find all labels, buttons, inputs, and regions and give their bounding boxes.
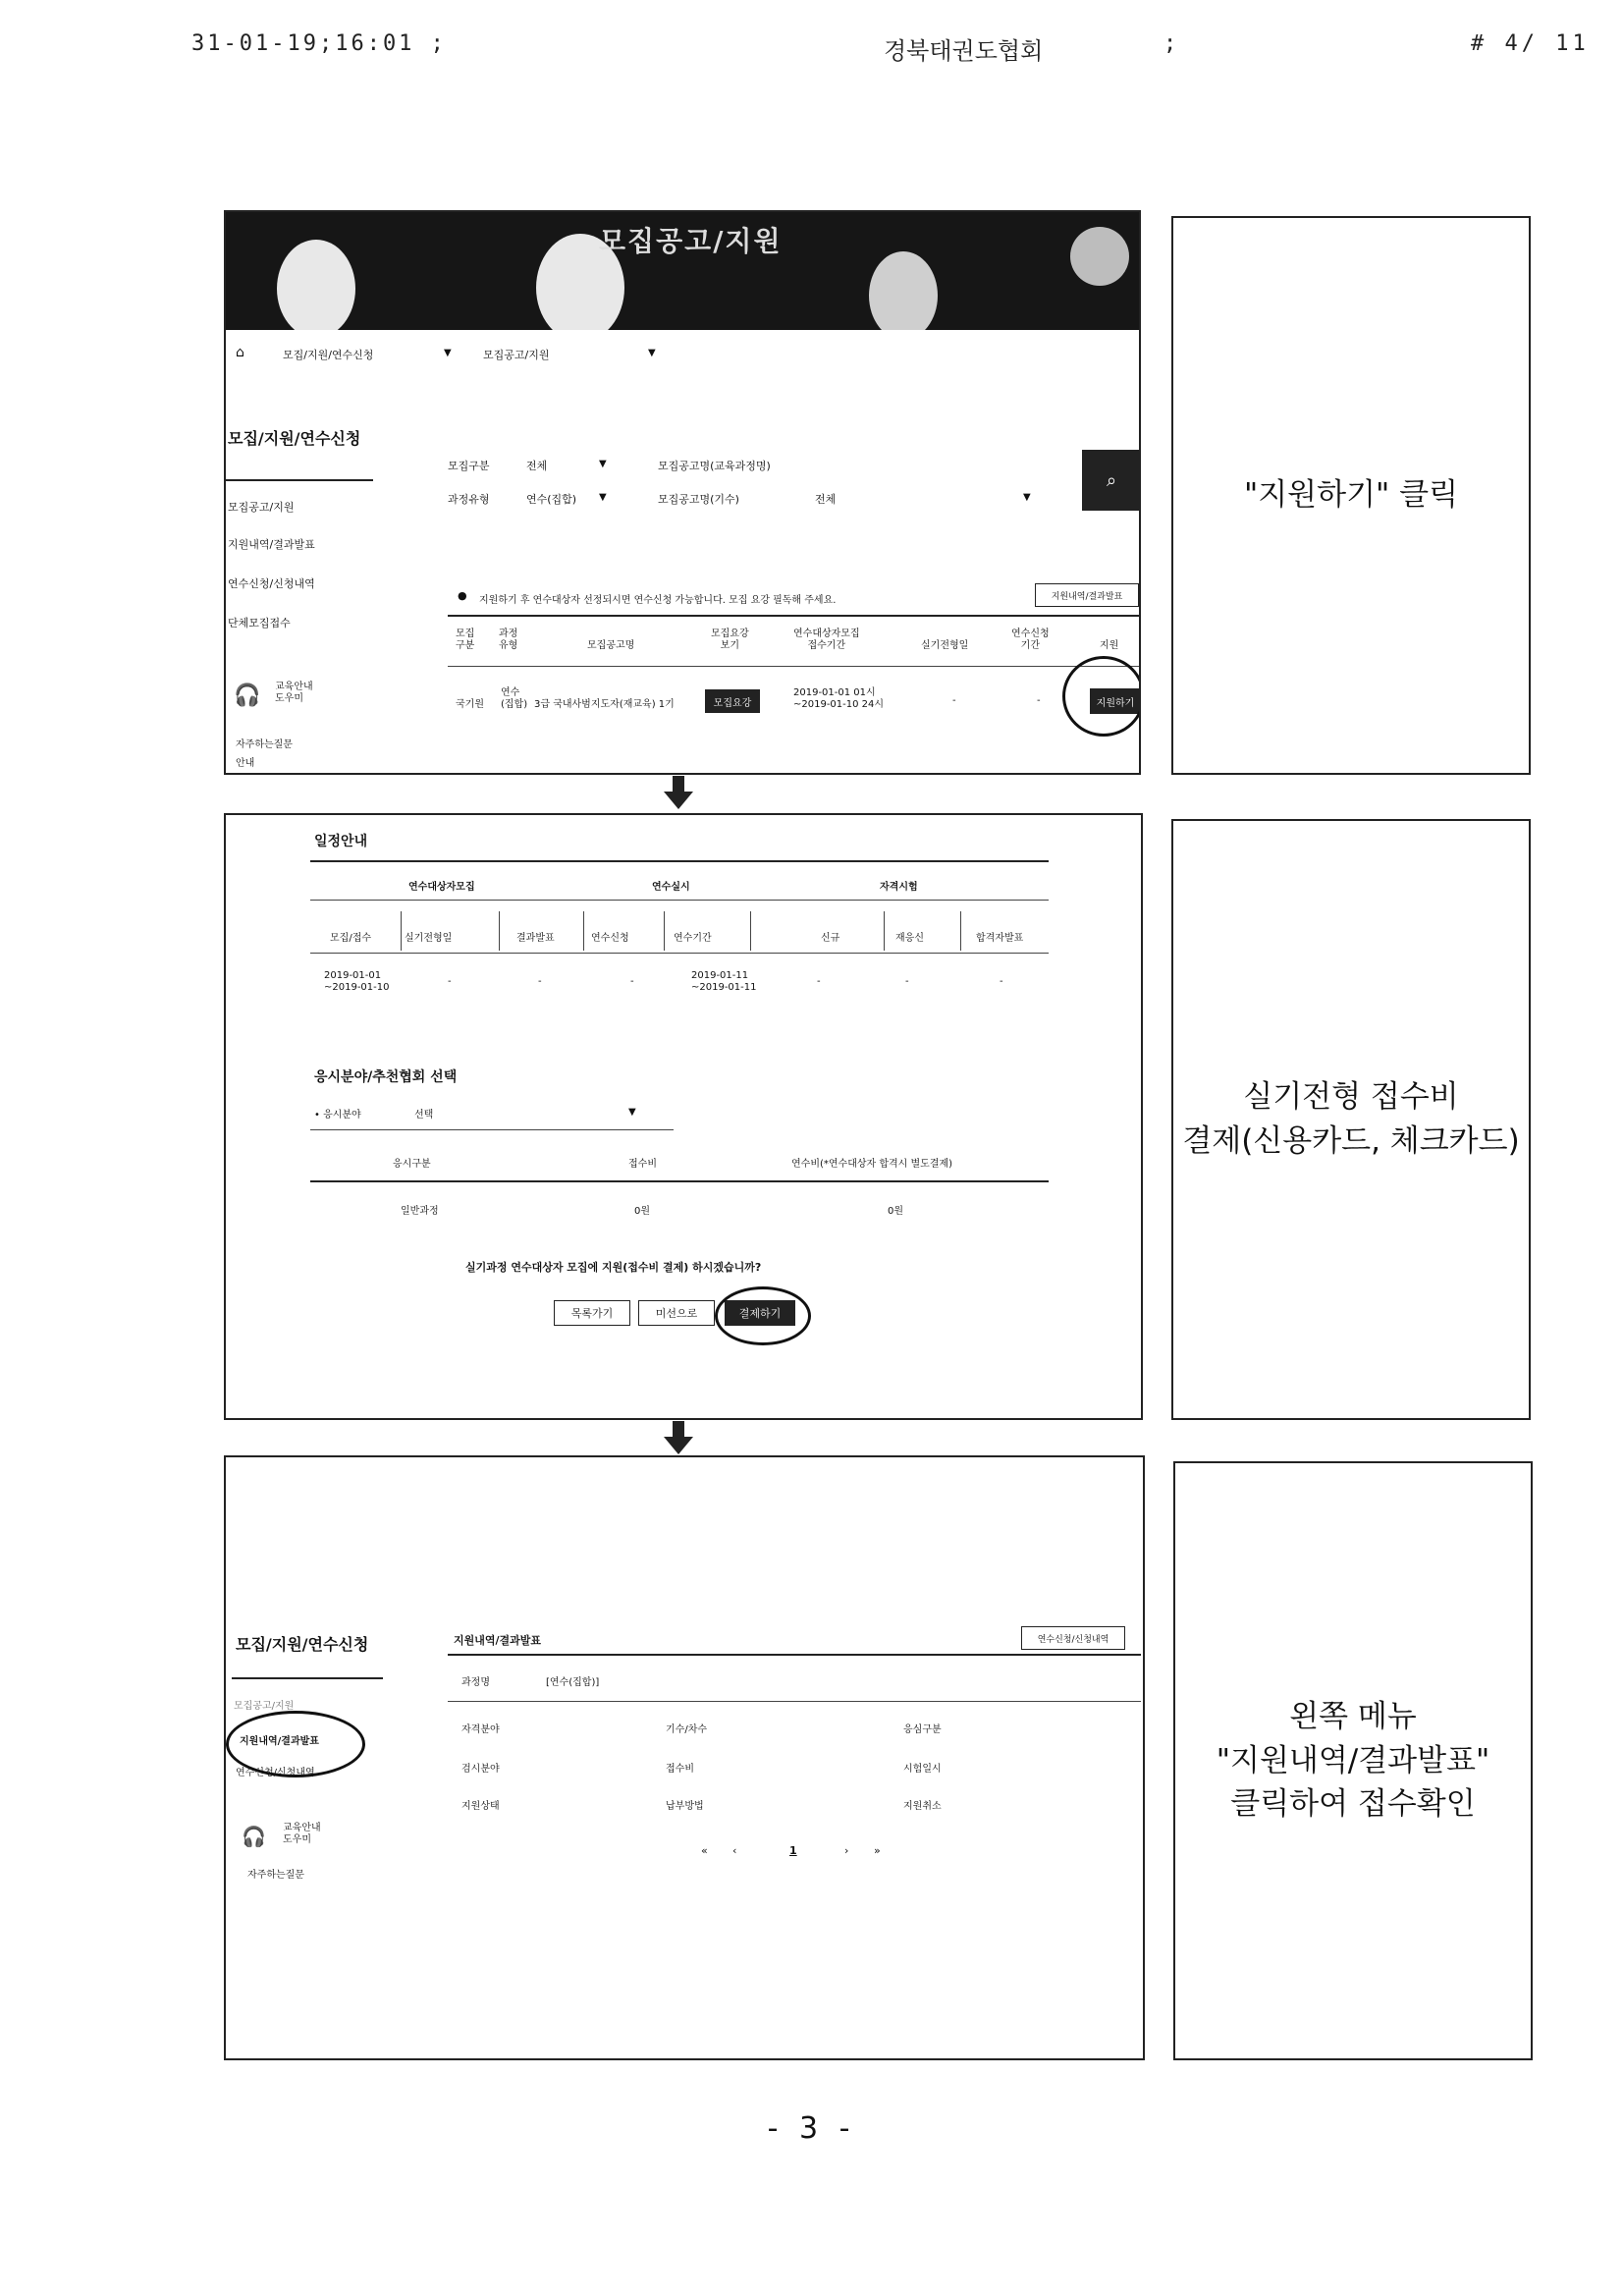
col-practical: 실기전형일 — [405, 933, 453, 944]
chevron-down-icon: ▼ — [648, 348, 656, 358]
filter-recruit-select[interactable]: 전체 — [526, 460, 548, 472]
arrow-down-icon — [664, 1421, 693, 1454]
headset-icon[interactable]: 🎧 — [242, 1825, 266, 1848]
fax-separator: ; — [1163, 31, 1177, 56]
chevron-down-icon: ▼ — [599, 459, 607, 469]
sidebar-item-recruit[interactable]: 모집공고/지원 — [234, 1701, 295, 1712]
instruction-text: "지원하기" 클릭 — [1243, 477, 1459, 514]
val-retake: - — [905, 976, 909, 987]
fax-timestamp: 31-01-19;16:01 ; — [191, 31, 447, 56]
faq-link[interactable]: 자주하는질문 — [247, 1870, 304, 1881]
sidebar-item-training[interactable]: 연수신청/신청내역 — [228, 577, 315, 590]
fee-col-training: 연수비(*연수대상자 합격시 별도결제) — [791, 1159, 953, 1170]
label-batch: 기수/차수 — [666, 1724, 708, 1735]
fee-col-amount: 접수비 — [628, 1159, 657, 1170]
fee-col-type: 응시구분 — [393, 1159, 431, 1170]
divider — [448, 666, 1139, 667]
group-exam: 자격시험 — [880, 882, 918, 893]
val-new: - — [817, 976, 821, 987]
sidebar-item-training[interactable]: 연수신청/신청내역 — [236, 1768, 315, 1778]
guide-button[interactable]: 모집요강 — [705, 689, 760, 713]
header-guide: 모집요강 보기 — [711, 629, 749, 651]
header-apply: 지원 — [1100, 640, 1119, 651]
col-apply: 연수신청 — [591, 933, 629, 944]
arrow-down-icon — [664, 776, 693, 809]
highlight-circle — [226, 1711, 365, 1777]
chevron-down-icon: ▼ — [599, 492, 607, 503]
header-period: 연수대상자모집 접수기간 — [793, 629, 860, 651]
chevron-down-icon: ▼ — [628, 1107, 636, 1118]
fax-sender: 경북태권도협회 — [884, 37, 1044, 65]
headset-icon[interactable]: 🎧 — [234, 683, 261, 708]
header-training: 연수신청 기간 — [1011, 629, 1050, 651]
help-label[interactable]: 교육안내 도우미 — [275, 682, 313, 704]
filter-type-label: 과정유형 — [448, 493, 490, 506]
sidebar-title: 모집/지원/연수신청 — [236, 1635, 369, 1654]
col-retake: 재응신 — [895, 933, 924, 944]
filter-batch-label: 모집공고명(기수) — [658, 493, 739, 506]
fee-training: 0원 — [888, 1206, 904, 1217]
filter-recruit-label: 모집구분 — [448, 460, 490, 472]
faq-link[interactable]: 자주하는질문 — [236, 739, 293, 750]
header-course-type: 과정 유형 — [499, 629, 518, 651]
sidebar-item-recruit[interactable]: 모집공고/지원 — [228, 501, 295, 514]
highlight-circle — [1062, 656, 1141, 737]
schedule-title: 일정안내 — [314, 834, 368, 849]
cell-course-type: 연수 (집합) — [501, 687, 528, 710]
instruction-apply — [1171, 216, 1531, 775]
sidebar-item-group[interactable]: 단체모집접수 — [228, 617, 291, 629]
screenshot-apply — [224, 210, 1141, 775]
label-cancel[interactable]: 지원취소 — [903, 1801, 942, 1812]
page-1-button[interactable]: 1 — [789, 1844, 797, 1857]
header-practical: 실기전형일 — [921, 640, 969, 651]
last-page-button[interactable]: » — [874, 1844, 881, 1857]
cell-period: 2019-01-01 01시 ~2019-01-10 24시 — [793, 687, 885, 710]
confirm-question: 실기과정 연수대상자 모집에 지원(접수비 결제) 하시겠습니까? — [465, 1261, 762, 1274]
col-pass: 합격자발표 — [976, 933, 1024, 944]
divider — [310, 953, 1049, 954]
chevron-down-icon: ▼ — [444, 348, 452, 358]
first-page-button[interactable]: « — [701, 1844, 708, 1857]
page-number: - 3 - — [767, 2111, 856, 2146]
table-top-rule — [448, 615, 1139, 617]
table-top-rule — [448, 1654, 1141, 1656]
divider — [448, 1701, 1141, 1702]
pay-button[interactable]: 결제하기 — [725, 1300, 795, 1326]
col-new: 신규 — [821, 933, 840, 944]
field-section-title: 응시분야/추천협회 선택 — [314, 1069, 458, 1085]
col-recruit: 모집/접수 — [330, 933, 372, 944]
header-notice-title: 모집공고명 — [587, 640, 635, 651]
breadcrumb-level2[interactable]: 모집공고/지원 — [483, 349, 550, 361]
instruction-text: 왼쪽 메뉴 "지원내역/결과발표" 클릭하여 접수확인 — [1216, 1698, 1490, 1823]
search-icon: ⌕ — [1106, 469, 1117, 491]
fax-page-count: # 4/ 11 — [1471, 31, 1590, 56]
instruction-results — [1173, 1461, 1533, 2060]
divider — [499, 911, 500, 951]
screenshot-payment — [224, 813, 1143, 1420]
header-recruit-type: 모집 구분 — [456, 629, 475, 651]
screenshot-results — [224, 1455, 1145, 2060]
cell-training: - — [1037, 695, 1041, 706]
cell-recruit-type: 국기원 — [456, 699, 484, 710]
divider — [310, 900, 1049, 901]
val-apply: - — [630, 976, 634, 987]
divider — [401, 911, 402, 951]
training-list-button[interactable]: 연수신청/신청내역 — [1021, 1626, 1125, 1650]
divider — [310, 1180, 1049, 1182]
sidebar-title: 모집/지원/연수신청 — [228, 429, 361, 448]
chevron-down-icon: ▼ — [1023, 492, 1031, 503]
fee-amount: 0원 — [634, 1206, 651, 1217]
label-payment: 납부방법 — [666, 1801, 704, 1812]
label-status: 지원상태 — [461, 1801, 500, 1812]
highlight-circle — [715, 1286, 811, 1345]
divider — [583, 911, 584, 951]
info-icon: ● — [458, 589, 467, 602]
field-select[interactable]: 선택 — [414, 1110, 434, 1121]
back-button[interactable]: 미선으로 — [638, 1300, 715, 1326]
divider — [664, 911, 665, 951]
course-value: [연수(집합)] — [546, 1677, 600, 1688]
cell-practical: - — [952, 695, 956, 706]
page-title: 지원내역/결과발표 — [454, 1634, 542, 1647]
filter-type-select[interactable]: 연수(집합) — [526, 493, 577, 506]
notice-text: 지원하기 후 연수대상자 선정되시면 연수신청 가능합니다. 모집 요강 필독해 주세요. — [479, 595, 837, 606]
fax-header — [0, 31, 1623, 71]
next-page-button[interactable]: › — [844, 1844, 849, 1857]
breadcrumb-level1[interactable]: 모집/지원/연수신청 — [283, 349, 374, 361]
label-exam-type: 응심구분 — [903, 1724, 942, 1735]
prev-page-button[interactable]: ‹ — [732, 1844, 737, 1857]
divider — [750, 911, 751, 951]
divider — [226, 479, 373, 481]
col-result: 결과발표 — [516, 933, 555, 944]
divider — [884, 911, 885, 951]
help-label[interactable]: 교육안내 도우미 — [283, 1823, 321, 1845]
col-period: 연수기간 — [674, 933, 712, 944]
cell-notice-title[interactable]: 3급 국내사범지도자(재교육) 1기 — [534, 699, 675, 710]
fee-type: 일반과정 — [401, 1206, 439, 1217]
label-exam-date: 시험일시 — [903, 1764, 942, 1775]
field-label: • 응시분야 — [314, 1110, 361, 1121]
label-field: 자격분야 — [461, 1724, 500, 1735]
course-label: 과정명 — [461, 1677, 490, 1688]
search-button[interactable] — [1082, 450, 1141, 511]
val-practical: - — [448, 976, 452, 987]
home-icon[interactable]: ⌂ — [236, 345, 244, 360]
val-result: - — [538, 976, 542, 987]
divider — [232, 1677, 383, 1679]
label-fee: 접수비 — [666, 1764, 694, 1775]
val-recruit: 2019-01-01 ~2019-01-10 — [324, 970, 390, 993]
filter-batch-select[interactable]: 전체 — [815, 493, 837, 506]
filter-notice-label: 모집공고명(교육과정명) — [658, 460, 771, 472]
divider — [310, 1129, 674, 1130]
instruction-text: 실기전형 접수비 결제(신용카드, 체크카드) — [1182, 1079, 1520, 1159]
label-exam-field: 검시분야 — [461, 1764, 500, 1775]
divider — [960, 911, 961, 951]
more-link[interactable]: 안내 — [236, 758, 255, 769]
val-pass: - — [1000, 976, 1003, 987]
apply-button[interactable]: 지원하기 — [1090, 688, 1141, 714]
list-button[interactable]: 목록가기 — [554, 1300, 630, 1326]
notice-results-button[interactable]: 지원내역/결과발표 — [1035, 583, 1139, 607]
val-period: 2019-01-11 ~2019-01-11 — [691, 970, 757, 993]
group-recruit: 연수대상자모집 — [408, 882, 475, 893]
sidebar-item-results[interactable]: 지원내역/결과발표 — [240, 1736, 319, 1747]
banner-title: 모집공고/지원 — [599, 225, 783, 257]
sidebar-item-results[interactable]: 지원내역/결과발표 — [228, 538, 315, 551]
table-top-rule — [310, 860, 1049, 862]
group-training: 연수실시 — [652, 882, 690, 893]
instruction-payment — [1171, 819, 1531, 1420]
site-banner — [226, 212, 1139, 330]
